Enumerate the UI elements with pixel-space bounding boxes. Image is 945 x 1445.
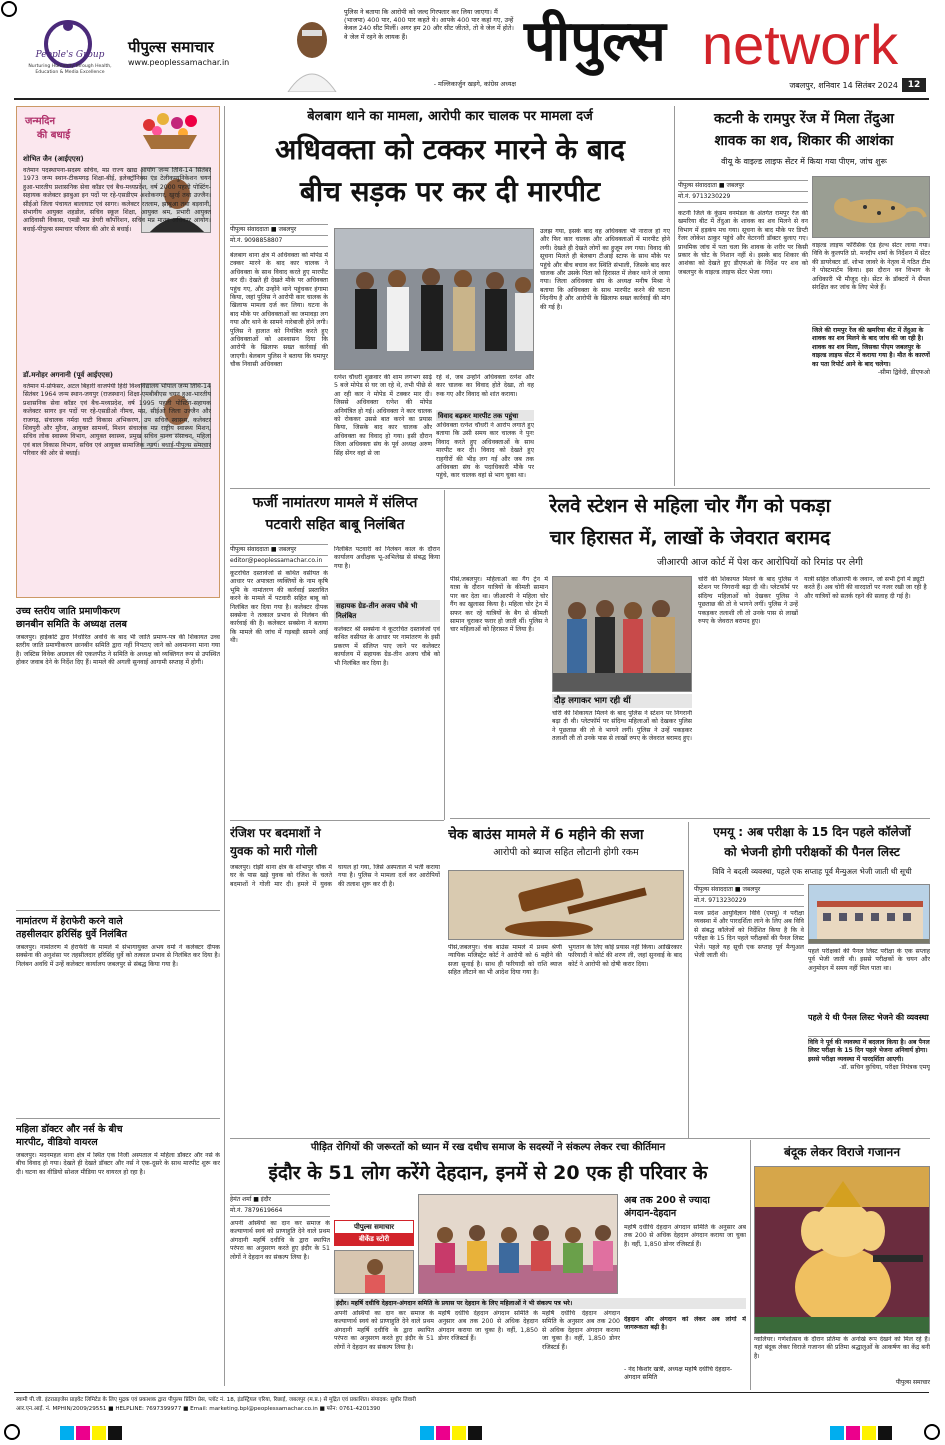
railway-col3: चोरी की शिकायत मिलने के बाद पुलिस ने स्टेशन पर निगरानी बढ़ा दी थी। प्लेटफॉर्म पर संदिग्ध महिलाओं को देखकर पुलिस ने पूछताछ की तो वे भागने लगीं। पुलिस ने उन्हें पकड़कर तलाशी ली तो उनके पास से लाखों रुपए के जेवरात बरामद हुए। [698,576,798,626]
panther-headline-1: कटनी के रामपुर रेंज में मिला तेंदुआ [714,111,894,127]
mu-deck: विवि ने बदली व्यवस्था, पहले एक सप्ताह पूर्व मैन्युअल भेजी जाती थी सूची [712,867,912,876]
panther-col2: वाइल्ड लाइफ फॉरेंसिक एंड हेल्थ सेंटर लाया गया। विवि के कुलपति प्रो. मनदीप शर्मा के निर्देशन में सेंटर की डायरेक्टर डॉ. शोभा जावरे के नेतृत्व में गठित टीम ने पोस्टमार्टम किया। इस दौरान वन विभाग के अधिकारी भी मौजूद रहे। सेंटर के डॉक्टरों ने सैंपल संरक्षित कर जांच के लिए भेजे हैं। [812,242,930,292]
panther-caption [812,324,930,484]
patwari-headline-1: फर्जी नामांतरण मामले में संलिप्त [252,495,418,511]
tehsildar-story [16,914,220,1114]
railway-headline-1: रेलवे स्टेशन से महिला चोर गैंग को पकड़ा [549,495,831,517]
dehdan-col1: अपनी अस्थियों का दान कर समाज के कल्याणार्थ स्वयं को प्राणाहुति देने वाले प्रथम अंगदानी महर्षि दधीचि के द्वारा स्थापित परंपरा का अनुसरण करते हुए इंदौर के 51 लोगों ने देहदान का संकल्प लिया है। [230,1220,330,1261]
dehdan-byline-block [230,1194,330,1217]
main-subhead: विवाद बढ़कर मारपीट तक पहुंचा [436,410,534,421]
color-swatch-yellow-2 [452,1426,466,1440]
dehdan-kicker: पीड़ित रोगियों की जरूरतों को ध्यान में रख दधीच समाज के सदस्यों ने संकल्प लेकर रचा कीर्तिमान [310,1142,666,1153]
mu-byline-block [694,884,804,907]
color-swatch-yellow [92,1426,106,1440]
footer-contact: आर.एन.आई. नं. MPHIN/2009/29551 ■ HELPLINE: 7697399977 ■ Email: marketing.bpl@peoplessamachar.co.in ■ फोन: 0761-4201390 [16,1406,381,1412]
paper-name: पीपुल्स समाचार [128,38,214,56]
main-col1: बेलबाग थाना क्षेत्र में अधिवक्ता को मोपेड में टक्कर मारने के बाद कार चालक ने अधिवक्ता के साथ विवाद करते हुए मारपीट कर दी। देखते ही देखते मौके पर अधिवक्ता पहुंच गए, और उन्होंने थाने पहुंचकर हंगामा किया, जहां पुलिस ने आरोपी कार चालक के खिलाफ मामला दर्ज कर लिया। घटना के बाद मौके पर अधिवक्ताओं का जमावड़ा लग गया और थाने के सामने नारेबाजी होने लगी। पुलिस ने हालात को नियंत्रित करते हुए अधिवक्ताओं को आश्वासन दिया कि आरोपी के खिलाफ सख्त कार्रवाई की जाएगी। बेलबाग पुलिस ने बताया कि घमापुर चौक निवासी अधिवक्ता [230,252,328,369]
dehdan-headline: इंदौर के 51 लोग करेंगे देहदान, इनमें से 20 एक ही परिवार के [268,1162,708,1184]
ganesh-left-divider [750,1140,751,1390]
weekend-badge-brand: पीपुल्स समाचार [353,1223,395,1231]
main-col3b: अधिवक्ता रत्नेश चौधरी ने आरोप लगाते हुए बताया कि उसी समय कार चालक ने पुनः विवाद करते हुए अधिवक्ताओं के साथ मारपीट कर दी। विवाद को देखते हुए राहगीरों की भीड़ लग गई और जब तक अधिवक्ता संघ के पदाधिकारी मौके पर पहुंचे, कार चालक वहां से भाग चुका था। [436,422,534,480]
mu-byline: पीपुल्स संवाददाता ■ जबलपुर [694,884,804,896]
brand-english: network [702,13,899,76]
dehdan-col2: अपनी अस्थियों का दान कर समाज के कल्याणार्थ स्वयं को प्राणाहुति देने वाले प्रथम अंगदानी महर्षि दधीचि के द्वारा स्थापित परंपरा का अनुसरण करते हुए इंदौर के 51 लोगों ने देहदान का संकल्प लिया है। [334,1310,434,1351]
tehsildar-headline-1: नामांतरण में हेराफेरी करने वाले [16,916,123,927]
website-link[interactable]: www.peoplessamachar.in [128,58,230,67]
main-headline-1: अधिवक्ता को टक्कर मारने के बाद [274,133,626,166]
dehdan-side-head-2: अंगदान-देहदान [624,1208,677,1219]
group-tagline: Nurturing Humanity through Health, Education & Media Excellence [28,64,112,75]
registration-mark-top-left [1,1,17,17]
leopard-cub-photo [812,176,930,238]
patwari-col1: कूटरचित दस्तावेजों से कथित वसीयत के आधार पर अपात्रता व्यक्तियों के नाम कृषि भूमि के नामांतरण की कार्रवाई प्रस्तावित करने के मामले में पटवारी सहित बाबू को निलंबित कर दिया गया है। कलेक्टर दीपक सक्सेना ने तत्काल प्रभाव से निलंबन की कार्रवाई की है। कलेक्टर सक्सेना ने बताया कि मामले की जांच में गड़बड़ी सामने आई थी। [230,570,328,645]
ranjish-headline-2: युवक को मारी गोली [230,844,318,858]
footer-rule [14,1392,929,1393]
pramaan-text: जबलपुर। हाईकोर्ट द्वारा निर्धारित अवधि के बाद भी जाति प्रमाण-पत्र की शिकायत उच्च स्तरीय जाति प्रमाणीकरण छानबीन समिति द्वारा नहीं निपटाए जाने को अवमानना माना गया है। जस्टिस विवेक अग्रवाल की एकलपीठ ने समिति के अध्यक्ष को व्यक्तिगत रूप से उपस्थित होकर जवाब देने के निर्देश दिए हैं। मामले की अगली सुनवाई आगामी सप्ताह में होगी। [16,634,220,667]
dehdan-byline: हेमंत शर्मा ■ इंदौर [230,1194,330,1206]
tehsildar-headline-2: तहसीलदार हरिसिंह धुर्वे निलंबित [16,929,128,940]
left-rule-1 [16,910,220,911]
patwari-bottom-rule [230,820,444,821]
check-headline: चेक बाउंस मामले में 6 महीने की सजा [448,827,644,843]
mu-col1: मध्य प्रदेश आयुर्विज्ञान विवि (एमयू) ने परीक्षा व्यवस्था में और पारदर्शिता लाने के लिए अब विवि से संबद्ध कॉलेजों को निर्देशित किया है कि वे परीक्षा के 15 दिन पहले परीक्षकों की पैनल लिस्ट भेजें। पहले यह सूची एक सप्ताह पूर्व मैन्युअल भेजी जाती थी। [694,910,804,960]
group-name: People's Group [35,50,105,60]
birthday-person2-text: वर्तमान में-प्रोफेसर, अटल बिहारी वाजपेयी हिंदी विश्वविद्यालय भोपाल जन्म तिथि-14 सितंबर 1964 जन्म स्थान-जयपुर (राजस्थान) शिक्षा-एमबीबीएस चयन हुआ-भारतीय प्रशासनिक सेवा कॉडर एवं बैच-मध्यप्रदेश, वर्ष 1995 पहली पोस्टिंग-सहायक कलेक्टर सागर इन पदों पर रहे-एसडीओ नीमच, मप्र, सीईओ जिला उज्जैन और राजगढ़, संचालक नर्मदा घाटी विकास अभिकरण, उप सचिव स्वास्थ्य, कलेक्टर शिवपुरी और मुरैना, आयुक्त सामर्थ्य, मिशन संचालक मप्र राष्ट्रीय स्वास्थ्य मिशन, सचिव लोक स्वास्थ्य विभाग, आयुक्त स्वास्थ्य, प्रमुख सचिव मानव संसाधन, महिला एवं बाल विकास विभाग, सचिव एवं आयुक्त सामाजिक न्याय। बधाई-पीपुल्स समाचार परिवार की ओर से बधाई। [23,383,211,458]
dehdan-col4: महर्षि दधीचि देहदान अंगदान समिति के अनुसार अब तक 200 से अधिक देहदान अंगदान कराया जा चुका है। वहीं, 1,850 डोनर रजिस्टर्ड हैं। [542,1310,620,1351]
panther-col1: कटनी जिले के कुंडम वनमंडल के अंतर्गत रामपुर रेंज की खमरिया बीट में तेंदुआ के शावक का शव मिलने से वन विभाग में हड़कंप मच गया। सूचना के बाद मौके पर डिप्टी रेंजर लोकेश ठाकुर पहुंचे और वेटरनरी डॉक्टर बुलाए गए। प्राथमिक जांच में पता चला कि शावक के शरीर पर किसी प्रकार के चोट के निशान नहीं थे। इसके बाद शिकार की आशंका को देखते हुए डीएफओ के निर्देश पर शव को जबलपुर के वाइल्ड लाइफ सेंटर भेजा गया। [678,210,808,276]
color-swatch-black [108,1426,122,1440]
dehdan-side-caption: देहदान और अंगदान को लेकर अब लोगों में जागरूकता बढ़ी है। [624,1316,746,1332]
patwari-col2b: कलेक्टर श्री सक्सेना ने कूटरचित दस्तावेजों एवं कथित वसीयत के आधार पर नामांतरण के इसी प्रकरण में संलिप्त पाए जाने पर कलेक्टर कार्यालय में सहायक ग्रेड-तीन अजय चौबे को भी निलंबित कर दिया है। [334,626,440,667]
birthday-title-2: की बधाई [37,130,71,141]
dehdan-side-head-1: अब तक 200 से ज्यादा [624,1195,710,1206]
dehdan-photo-caption: इंदौर। महर्षि दधीचि देहदान-अंगदान समिति के प्रयास पर देहदान के लिए महिलाओं ने भी संकल्प पत्र भरे। [334,1298,746,1309]
railway-subhead: दौड़ लगाकर भाग रही थीं [552,694,692,708]
railway-arrest-photo [552,576,692,692]
main-byline-block [230,224,328,247]
doctor-text: जबलपुर। मदनमहल थाना क्षेत्र में स्थित एक निजी अस्पताल में महिला डॉक्टर और नर्स के बीच विवाद हो गया। देखते ही देखते डॉक्टर और नर्स ने एक-दूसरे के साथ मारपीट शुरू कर दी। घटना का वीडियो सोशल मीडिया पर वायरल हो रहा है। [16,1152,220,1176]
mu-caption [808,1036,930,1132]
ganesh-caption: ग्वालियर। गणेशोत्सव के दौरान प्रतिमा के अनोखे रूप देखने को मिल रहे हैं। यहां बंदूक लेकर विराजे गजानन की प्रतिमा श्रद्धालुओं के आकर्षण का केंद्र बनी है। [754,1336,930,1360]
check-right-divider [688,822,689,1138]
railway-headline-2: चार हिरासत में, लाखों के जेवरात बरामद [549,527,831,549]
birthday-person2-name: डॉ.मनोहर अगनानी (पूर्व आईएएस) [23,371,114,379]
ganesh-idol-photo [754,1166,930,1334]
mid-rule-1 [230,488,930,489]
railway-col2: चोरी की शिकायत मिलने के बाद पुलिस ने स्टेशन पर निगरानी बढ़ा दी थी। प्लेटफॉर्म पर संदिग्ध महिलाओं को देखकर पुलिस ने पूछताछ की तो वे भागने लगीं। पुलिस ने उन्हें पकड़कर तलाशी ली तो उनके पास से लाखों रुपए के जेवरात बरामद हुए। [552,710,692,743]
panther-deck: वीयू के वाइल्ड लाइफ सेंटर में किया गया पीएम, जांच शुरू [721,157,887,166]
left-rule-2 [16,1118,220,1119]
mu-headline-2: को भेजनी होगी परीक्षकों की पैनल लिस्ट [724,845,900,859]
main-col2: रत्नेश चौधरी शुक्रवार की शाम लगभग साढ़े 5 बजे मोपेड से घर जा रहे थे, तभी पीछे से आ रही कार ने मोपेड में टक्कर मार दी। जिससे अधिवक्ता रत्नेश की मोपेड अनियंत्रित हो गई। अधिवक्ता ने कार चालक को रोककर उससे बात करने का प्रयास किया, जिसके बाद कार चालक और अधिवक्ता का विवाद हो गया। इसी दौरान जिला अधिवक्ता संघ के पूर्व अध्यक्ष अरुण सिंह सेंगर वहां से जा [334,374,432,457]
pramaan-headline-1: उच्च स्तरीय जाति प्रमाणीकरण [16,606,121,617]
dehdan-side-text: महर्षि दधीचि देहदान अंगदान समिति के अनुसार अब तक 200 से अधिक देहदान अंगदान कराया जा चुका है। वहीं, 1,850 डोनर रजिस्टर्ड हैं। [624,1224,746,1248]
panther-byline: पीपुल्स संवाददाता ■ जबलपुर [678,180,808,192]
pramaan-headline-2: छानबीन समिति के अध्यक्ष तलब [16,619,127,630]
ganesh-credit: पीपुल्स समाचार [895,1379,930,1386]
flower-basket-icon [135,109,205,151]
panther-headline-2: शावक का शव, शिकार की आशंका [714,133,894,149]
dehdan-side-credit: - नंद किशोर खत्री, अध्यक्ष महर्षि दधीचि देहदान-अंगदान समिति [624,1366,733,1382]
mu-caption-credit: -डॉ. सचिन कुचिया, परीक्षा नियंत्रक एमयू [839,1064,930,1072]
registration-mark-bottom-right [924,1424,940,1440]
main-right-divider [674,106,675,486]
tehsildar-text: जबलपुर। नामांतरण में हेराफेरी के मामले में संभागायुक्त अभय वर्मा ने कलेक्टर दीपक सक्सेना की अनुशंसा पर तहसीलदार हरिसिंह धुर्वे को तत्काल प्रभाव से निलंबित कर दिया है। निलंबन अवधि में उन्हें कलेक्टर कार्यालय जबलपुर से संबद्ध किया गया है। [16,944,220,968]
color-swatch-magenta [76,1426,90,1440]
page-number: 12 [902,78,926,92]
university-building-photo [808,884,930,944]
patwari-right-divider [444,490,445,820]
main-byline: पीपुल्स संवाददाता ■ जबलपुर [230,224,328,236]
patwari-subhead: सहायक ग्रेड-तीन अजय चौबे भी निलंबित [334,600,440,622]
date-line: जबलपुर, शनिवार 14 सितंबर 2024 [789,81,898,90]
color-swatch-cyan [60,1426,74,1440]
mu-headline-1: एमयू : अब परीक्षा के 15 दिन पहले कॉलेजों [713,825,911,839]
quote-text: पुलिस ने बताया कि आरोपी को जल्द गिरफ्तार कर लिया जाएगा। मैं (भाजपा) 400 पार, 400 पार कहते थे। आपके 400 पार कहां गए, उन्हें केवल 240 सीट मिलीं। अगर हम 20 और सीट जीतते, तो वे जेल में होते। वे जेल में रहने के लायक हैं। [344,8,514,41]
birthday-person1-name: शोभित जैन (आईएएस) [23,155,84,163]
mid-rule-3 [230,1138,930,1139]
mu-col2: पहले परीक्षकों की पैनल लिस्ट परीक्षा के एक सप्ताह पूर्व भेजी जाती थी। इससे परीक्षकों के चयन और अनुमोदन में समय नहीं मिल पाता था। [808,948,930,972]
birthday-person1-text: वर्तमान पदस्थापना-सदस्य सचिव, मप्र राज्य खाद्य आयोग जन्म तिथि-14 सितंबर 1973 जन्म स्थान-टीकमगढ़ शिक्षा-बीई, इलेक्ट्रॉनिक्स एंड टेलीकम्युनिकेशन चयन हुआ-भारतीय प्रशासनिक सेवा कॉडर एवं बैच-मध्यप्रदेश, वर्ष 2000 पहली पोस्टिंग-सहायक कलेक्टर झाबुआ इन पदों पर रहे-एसडीएम अशोकनगर, खुरई तथा उज्जैन। सीईओ जिला पंचायत बालाघाट एवं सागर। कलेक्टर रतलाम, झाबुआ तथा बड़वानी, संभागीय आयुक्त शहडोल, सचिव स्कूल शिक्षा, आयुक्त श्रम, प्रभारी आयुक्त आदिवासी विकास, एमडी मप्र डेयरी कॉर्पोरेशन, सचिव मप्र मानव अधिकार आयोग। बधाई-पीपुल्स समाचार परिवार की ओर से बधाई। [23,167,211,233]
railway-caption [804,576,930,812]
main-col4: उलझ गया, इसके बाद वह अधिवक्ता भी नाराज हो गए और फिर कार चालक और अधिवक्ताओं में मारपीट होने लगी। देखते ही देखते लोगों का हुजूम लग गया। विवाद की सूचना मिलते ही बेलबाग टीआई स्टाफ के साथ मौके पर पहुंचे और बीच बचाव कर स्थिति संभाली, जिसके बाद कार चालक और उसके पिता को हिरासत में लेकर थाने ले जाया गया। जिला अधिवक्ता संघ के अध्यक्ष मनीष मिश्रा ने बताया कि अधिवक्ता के साथ मारपीट करने की घटना निंदनीय है और आरोपी के खिलाफ सख्त कार्रवाई की मांग की गई है। [540,228,670,311]
left-column-divider [224,106,225,1386]
main-headline-2: बीच सड़क पर कर दी मारपीट [299,175,601,208]
patwari-email: editor@peoplessamachar.co.in [230,556,328,567]
footer-imprint: स्वामी पी.जी. इंटरप्राइजेस प्राइवेट लिमिटेड के लिए मुद्रक एवं प्रकाशक द्वारा पीपुल्स प्रिंटिंग प्रेस, प्लॉट नं. 18, इंडस्ट्रियल एरिया, रिछाई, जबलपुर (म.प्र.) से मुद्रित एवं प्रकाशित। संपादक: सुधीर तिवारी [16,1397,416,1403]
color-swatch-cyan-3 [830,1426,844,1440]
khadge-photo [282,12,342,92]
brand-hindi: पीपुल्स [524,9,666,74]
panther-byline-block [678,180,808,203]
patwari-byline-block [230,544,328,567]
dehdan-col3: महर्षि दधीचि देहदान अंगदान समिति के अनुसार अब तक 200 से अधिक देहदान अंगदान कराया जा चुका है। वहीं, 1,850 डोनर रजिस्टर्ड हैं। [438,1310,538,1343]
pramaan-story [16,604,220,906]
mid-rule-2 [450,818,930,819]
gavel-photo [448,870,684,940]
color-swatch-magenta-2 [436,1426,450,1440]
ranjish-headline-1: रंजिश पर बदमाशों ने [230,826,321,840]
panther-caption-credit: -सीमा द्विवेदी, डीएफओ [877,369,930,377]
patwari-col2: निलंबित पटवारी को निलंबन काल के दौरान कार्यालय अधीक्षक भू-अभिलेख से संबद्ध किया गया है। [334,546,440,570]
weekend-story-badge [334,1220,414,1246]
doctor-headline-1: महिला डॉक्टर और नर्स के बीच [16,1124,123,1135]
mu-subhead: पहले ये थी पैनल लिस्ट भेजने की व्यवस्था [808,1013,929,1022]
ganesh-headline: बंदूक लेकर विराजे गजानन [783,1145,901,1159]
doctor-story [16,1122,220,1382]
railway-deck: जीआरपी आज कोर्ट में पेश कर आरोपियों को रिमांड पर लेगी [657,557,863,568]
color-swatch-yellow-3 [862,1426,876,1440]
patwari-headline-2: पटवारी सहित बाबू निलंबित [265,517,405,533]
color-swatch-black-3 [878,1426,892,1440]
color-swatch-cyan-2 [420,1426,434,1440]
masthead [0,0,945,106]
main-kicker: बेलबाग थाने का मामला, आरोपी कार चालक पर मामला दर्ज [307,109,593,124]
masthead-rule [14,98,929,100]
mu-caption-text: विवि ने पूर्व की व्यवस्था में बदलाव किया है। अब पैनल लिस्ट परीक्षा के 15 दिन पहले भेजना अनिवार्य होगा। इससे परीक्षा व्यवस्था में पारदर्शिता आएगी। [808,1039,930,1063]
railway-col1: पीसं,जबलपुर। महिलाओं का गैंग ट्रेन में यात्रा के दौरान यात्रियों के कीमती सामान पार कर देता था। जीआरपी ने महिला चोर गैंग का खुलासा किया है। महिला चोर ट्रेन में सफर कर रहे यात्रियों के बैग से कीमती सामान चुराकर फरार हो जाती थीं। पुलिस ने चार महिलाओं को हिरासत में लिया है। [450,576,548,634]
railway-caption-text: यात्री सहित जीआरपी के जवान, जो सभी ट्रेनों में ड्यूटी करते हैं। अब चोरी की वारदातों पर नजर रखी जा रही है और यात्रियों को सतर्क रहने की सलाह दी गई है। [804,576,927,600]
advocate-scuffle-photo [334,228,534,370]
mu-mobile: मो.नं. 9713230229 [694,896,804,907]
dehdan-group-photo [418,1194,618,1294]
doctor-headline-2: मारपीट, वीडियो वायरल [16,1137,98,1148]
ranjish-text: जबलपुर। रांझी थाना क्षेत्र के शोभापुर चौक में घर के पास खड़े युवक को रंजिश के चलते बदमाशों ने गोली मार दी। हमले में युवक घायल हो गया, जिसे अस्पताल में भर्ती कराया गया है। पुलिस ने मामला दर्ज कर आरोपियों की तलाश शुरू कर दी है। [230,864,440,888]
registration-mark-bottom-left [4,1424,20,1440]
quote-author: - मल्लिकार्जुन खड़गे, कांग्रेस अध्यक्ष [433,80,516,88]
patwari-byline: पीपुल्स संवाददाता ■ जबलपुर [230,544,328,556]
check-col1: पीसं,जबलपुर। चेक बाउंस मामले में प्रथम श्रेणी न्यायिक मजिस्ट्रेट कोर्ट ने आरोपी को 6 महीने की सजा सुनाई है। साथ ही फरियादी को राशि ब्याज सहित लौटाने का भी आदेश दिया गया है। [448,944,562,977]
dehdan-child-photo [334,1250,414,1294]
check-deck: आरोपी को ब्याज सहित लौटानी होगी रकम [493,847,639,858]
color-swatch-black-2 [468,1426,482,1440]
main-col3: रहे थे, जब उन्होंने अधिवक्ता रत्नेश और कार चालक का विवाद होते देखा, तो वह रुक गए और विवाद को शांत कराया। [436,374,534,398]
dehdan-mobile: मो.नं. 7879619664 [230,1206,330,1217]
check-col2: भुगतान के लिए कोई प्रयास नहीं किया। आखिरकार फरियादी ने कोर्ट की शरण ली, जहां सुनवाई के बाद कोर्ट ने आरोपी को दोषी करार दिया। [568,944,682,968]
birthday-box [16,106,220,598]
panther-mobile: मो.नं. 9713230229 [678,192,808,203]
main-mobile: मो.नं. 9098858807 [230,236,328,247]
quote-box [344,8,516,96]
panther-caption-text: जिले की रामपुर रेंज की खमरिया बीट में तेंदुआ के शावक का शव मिलने के बाद जांच की जा रही है। शावक का शव मिला, जिसका पीएम जबलपुर के वाइल्ड लाइफ सेंटर में कराया गया है। मौत के कारणों का पता रिपोर्ट आने के बाद चलेगा। [812,327,930,368]
color-swatch-magenta-3 [846,1426,860,1440]
weekend-badge-label: बीकेंड स्टोरी [335,1233,413,1245]
birthday-title-1: जन्मदिन [25,116,56,127]
